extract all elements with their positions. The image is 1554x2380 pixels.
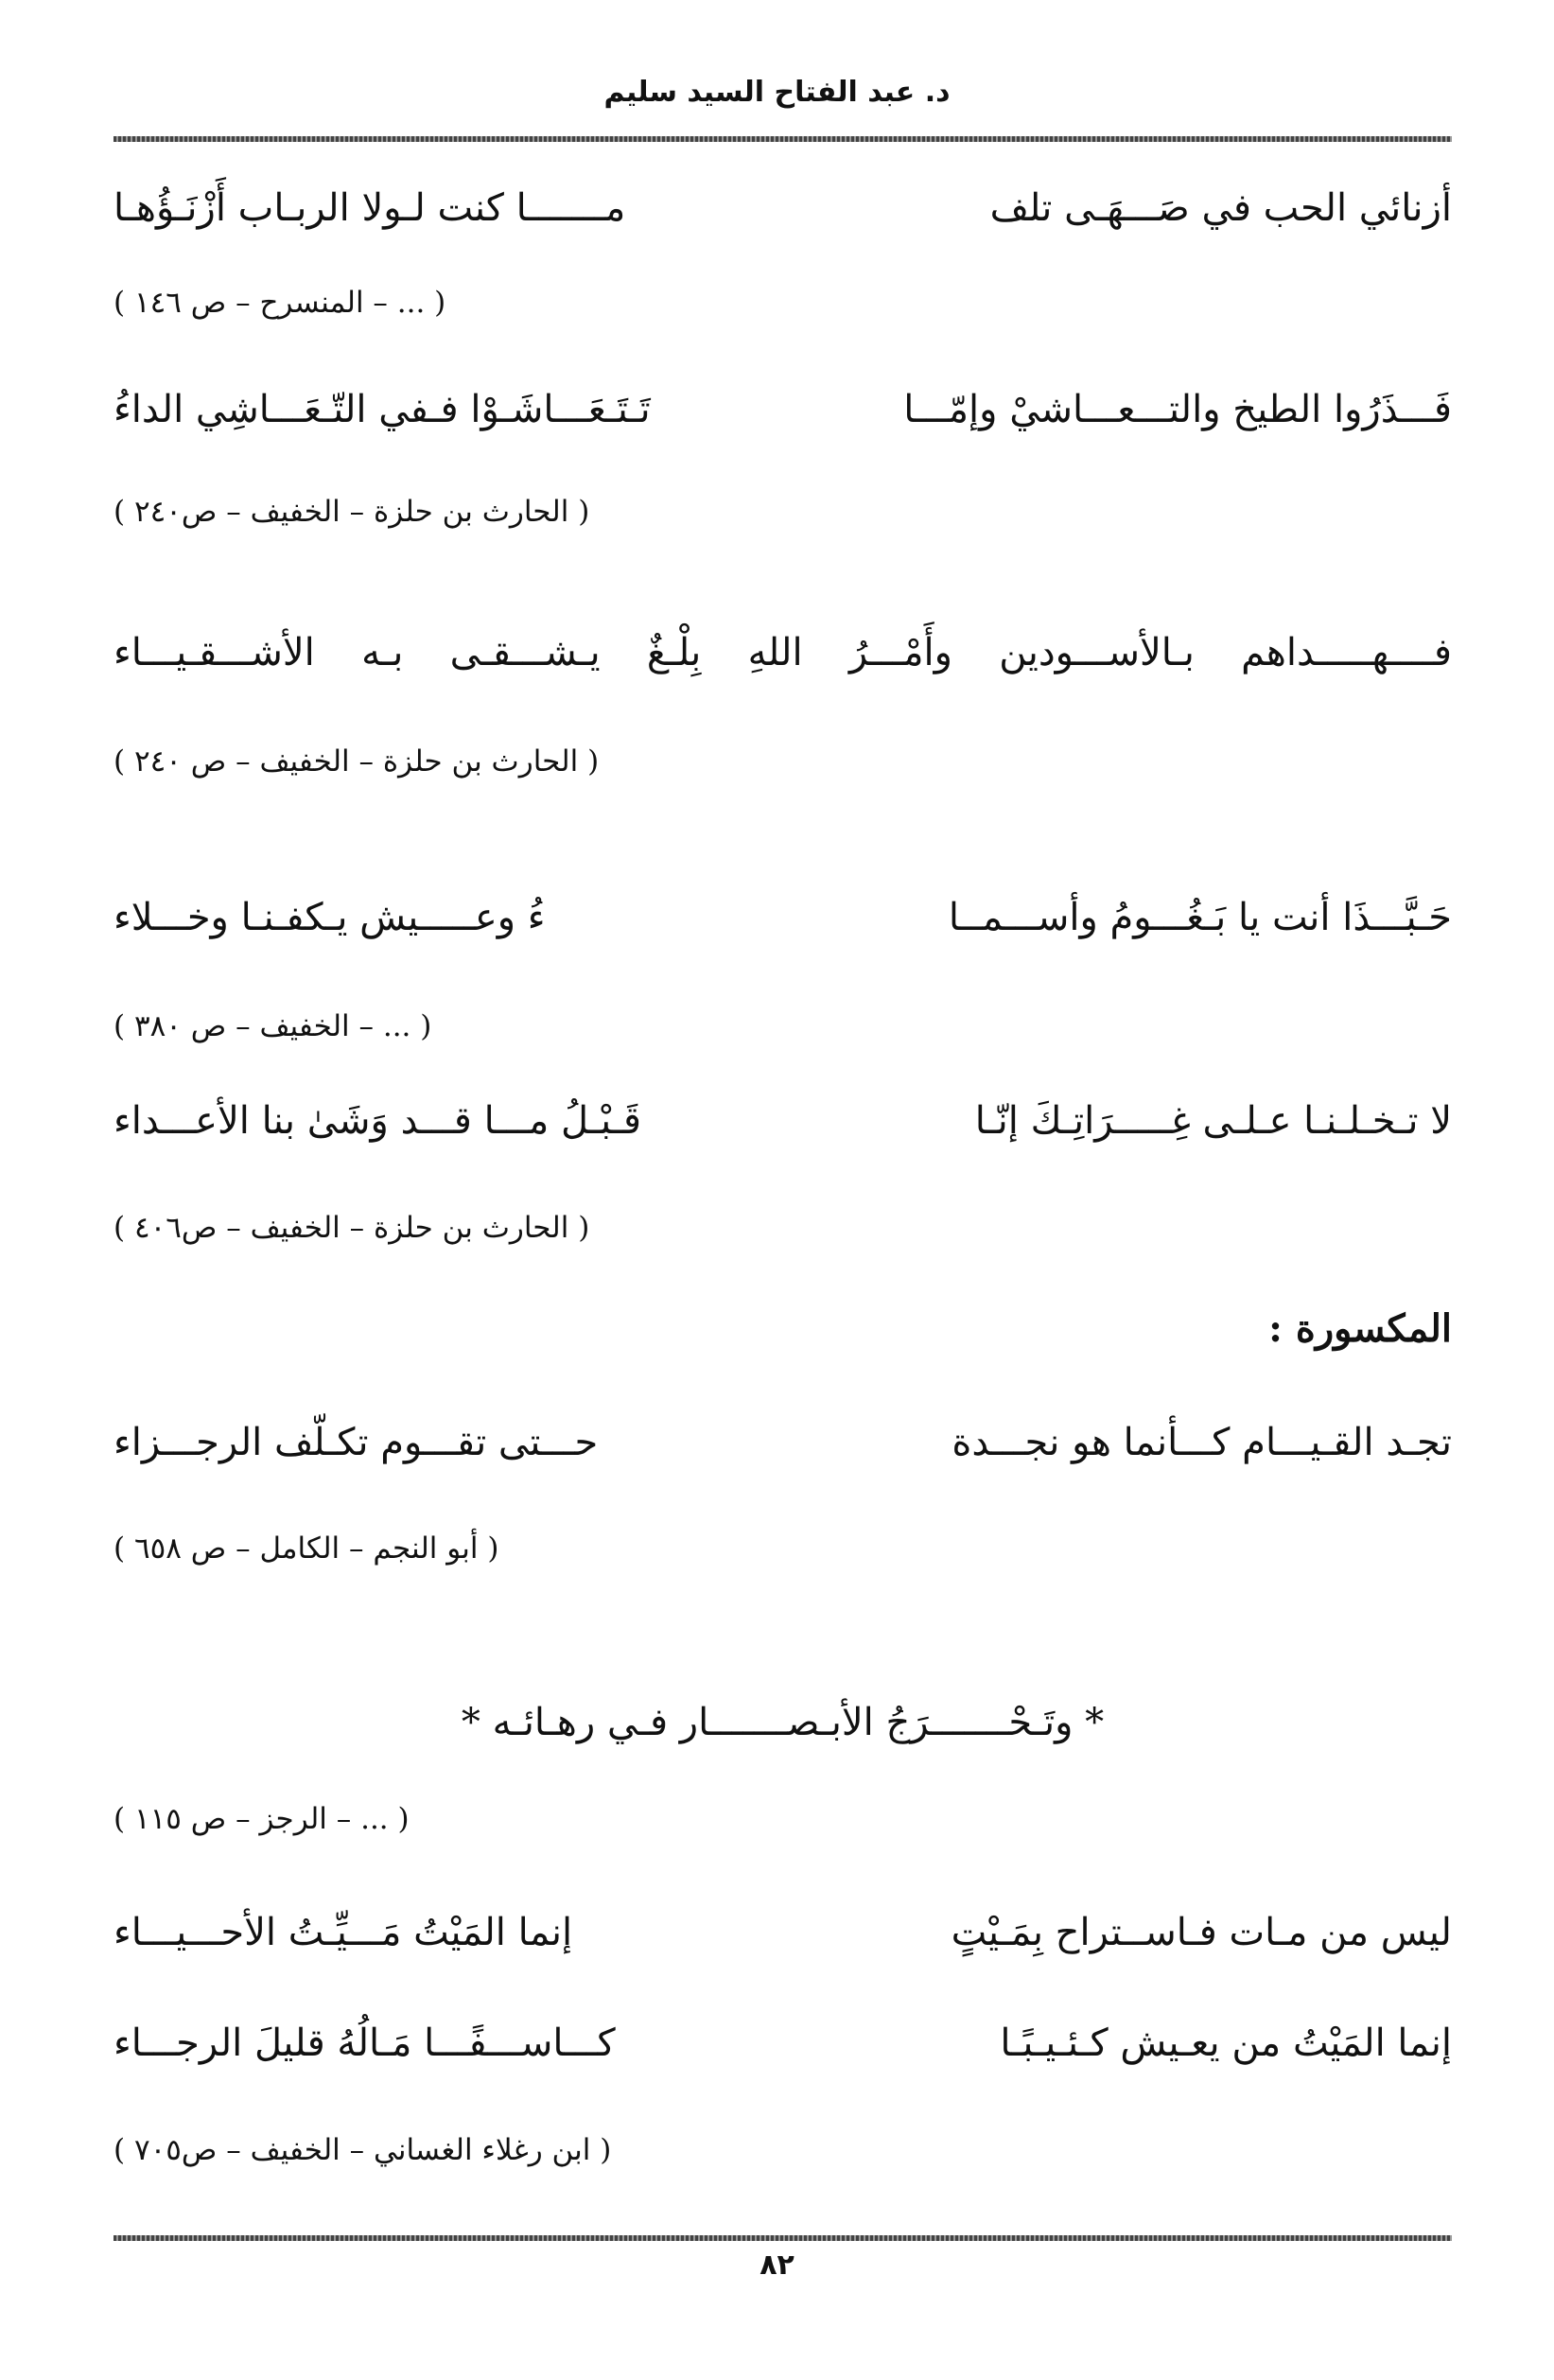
verse-line — [113, 884, 1452, 951]
verse-citation: ( الحارث بن حلزة – الخفيف – ص ٢٤٠ ) — [113, 744, 600, 779]
page-number: ٨٢ — [760, 2249, 794, 2282]
verse-line — [113, 376, 1452, 443]
verse-line — [113, 2010, 1452, 2076]
verse-full-line: فــــهـــــداهم بـالأســـودين وأَمْـــرُ اللهِ بِلْـغٌ يـشـــقـى بـه الأشـــقـيـــاء — [113, 631, 1452, 674]
footer-divider — [113, 2235, 1452, 2241]
verse-second-hemistich: حـــتى تقـــوم تكـلّف الرجـــزاء — [113, 1421, 599, 1464]
verse-first-hemistich: ليس من مـات فـاســتراح بِمَـيْتٍ — [951, 1911, 1452, 1954]
verse-second-hemistich: إنما المَيْتُ مَـــيِّـتُ الأحـــيـــاء — [113, 1911, 573, 1954]
verse-line — [113, 175, 1452, 241]
verse-centered-line: * وتَـحْـــــــرَجُ الأبـصـــــــار فـي رهـائـه * — [461, 1701, 1105, 1744]
verse-second-hemistich: كـــاســـفًـــا مَـالُهُ قليلَ الرجـــاء — [113, 2021, 616, 2065]
verse-first-hemistich: تجـد القـيـــام كـــأنما هو نجـــدة — [952, 1421, 1452, 1464]
verse-first-hemistich: حَـبَّـــذَا أنت يا بَـغُـــومُ وأســـمــا — [948, 896, 1452, 939]
verse-second-hemistich: ءُ وعـــــيش يـكفـنـا وخـــلاء — [113, 896, 546, 939]
header-divider — [113, 136, 1452, 142]
verse-citation: ( أبو النجم – الكامل – ص ٦٥٨ ) — [113, 1531, 499, 1566]
verse-second-hemistich: قَـبْـلُ مـــا قـــد وَشَىٰ بنا الأعـــداء — [113, 1099, 641, 1143]
verse-first-hemistich: فَـــذَرُوا الطيخ والتـــعـــاشيْ وإمّـــا — [903, 388, 1452, 431]
verse-line — [113, 620, 1452, 686]
verse-citation: ( ... – المنسرح – ص ١٤٦ ) — [113, 286, 446, 320]
running-header: د. عبد الفتاح السيد سليم — [603, 76, 951, 109]
verse-citation: ( ... – الرجز – ص ١١٥ ) — [113, 1802, 410, 1836]
verse-line — [113, 1088, 1452, 1154]
verse-first-hemistich: أزنائي الحب في صَـــهَـى تلف — [989, 186, 1452, 230]
verse-second-hemistich: تَـتَـعَـــاشَـوْا فـفي التّـعَـــاشِي الداءُ — [113, 388, 651, 431]
verse-line — [113, 1899, 1452, 1966]
section-heading: المكسورة : — [1268, 1306, 1452, 1351]
verse-citation: ( الحارث بن حلزة – الخفيف – ص٢٤٠ ) — [113, 495, 590, 529]
verse-line — [113, 1409, 1452, 1476]
verse-first-hemistich: إنما المَيْتُ من يعـيش كـئـيـبًـا — [1000, 2021, 1452, 2065]
verse-first-hemistich: لا تـخـلـنـا عـلـى غِـــــرَاتِـكَ إنّـا — [974, 1099, 1452, 1143]
verse-citation: ( ابن رغلاء الغساني – الخفيف – ص٧٠٥ ) — [113, 2133, 612, 2167]
verse-citation: ( الحارث بن حلزة – الخفيف – ص٤٠٦ ) — [113, 1211, 590, 1245]
verse-line — [113, 1689, 1452, 1756]
verse-citation: ( ... – الخفيف – ص ٣٨٠ ) — [113, 1009, 432, 1043]
verse-second-hemistich: مـــــــا كنت لـولا الربـاب أَزْنَـؤُهـا — [113, 186, 626, 230]
